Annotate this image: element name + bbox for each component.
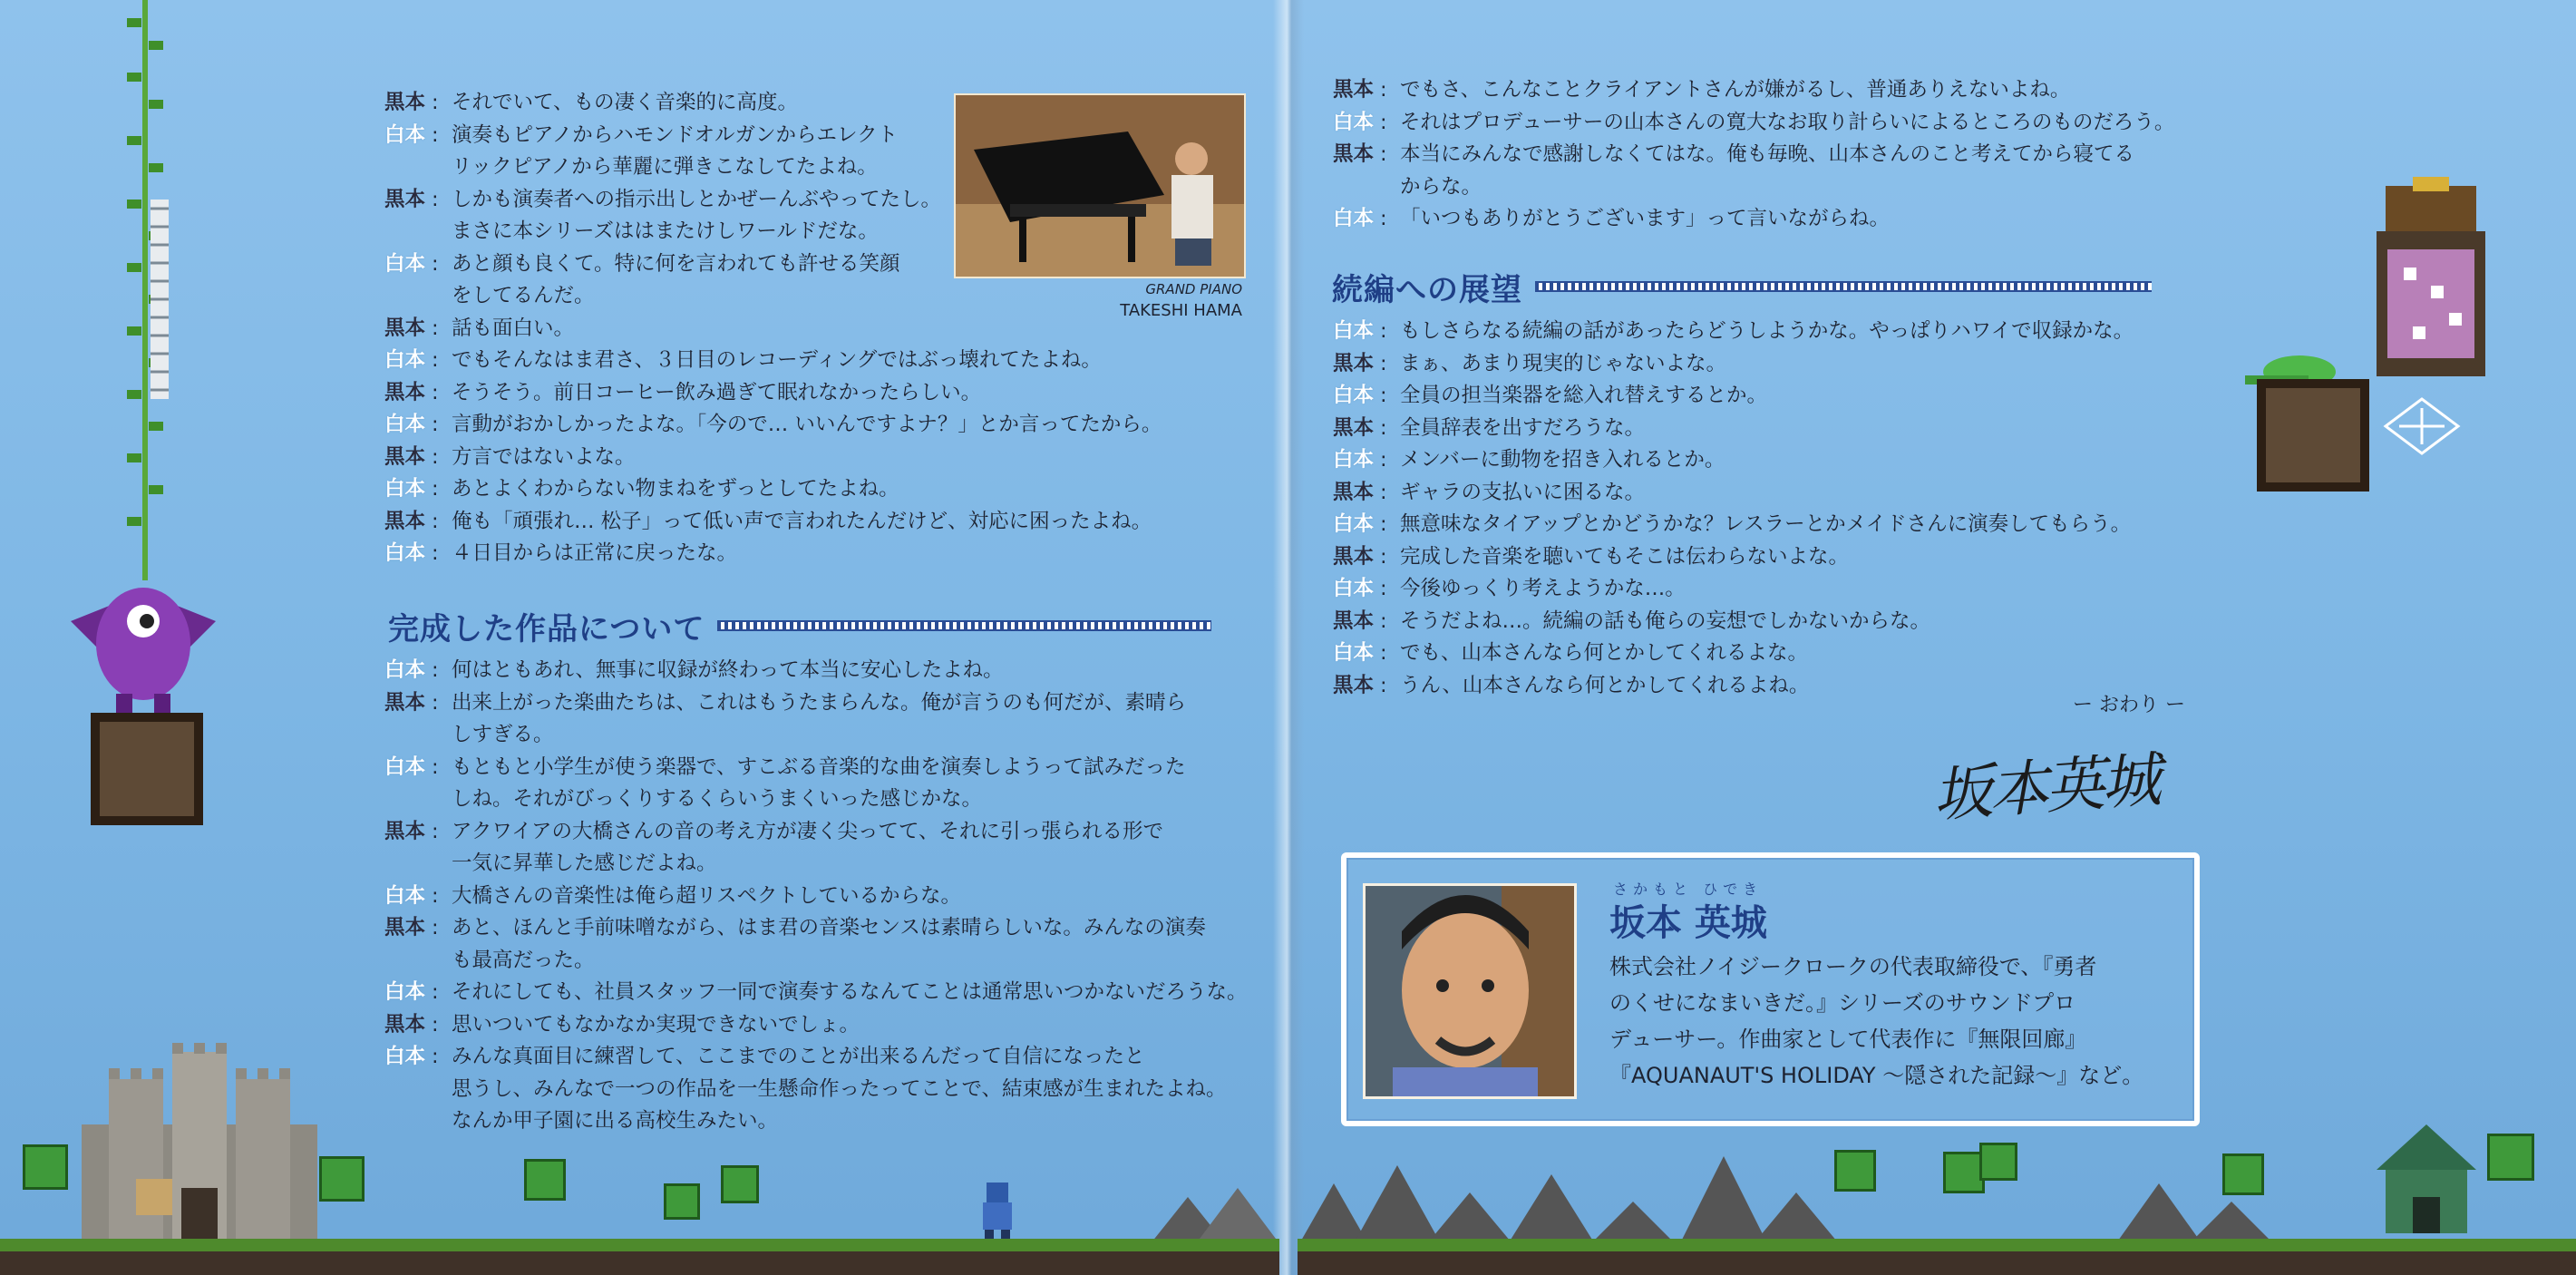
- profile-furigana: さかもと ひでき: [1613, 881, 1764, 898]
- photo-caption-name: TAKESHI HAMA: [1120, 301, 1242, 320]
- knight-icon: [970, 1179, 1025, 1242]
- speaker-label: 黒本: [1333, 78, 1375, 102]
- speaker-label: 白本: [1333, 641, 1375, 665]
- speaker-label: 黒本: [384, 380, 426, 404]
- dialog-line: 黒本 : うん、山本さんなら何とかしてくれるよね。: [1333, 670, 2134, 703]
- speaker-label: 黒本: [1333, 673, 1375, 697]
- profile-photo: [1363, 883, 1577, 1099]
- speaker-label: 白本: [384, 251, 426, 276]
- dialog-text: それにしても、社員スタッフ一同で演奏するなんてことは通常思いつかないだろうな。: [452, 980, 1248, 1004]
- dialog-text: 方言ではないよな。: [452, 444, 636, 469]
- speaker-label: 黒本: [384, 690, 426, 715]
- dialog-line: [1333, 171, 2174, 204]
- dialog-text: をしてるんだ。: [452, 284, 595, 307]
- dialog-line: 白本 : ４日目からは正常に戻ったな。: [384, 538, 1162, 570]
- speaker-label: 白本: [384, 980, 426, 1004]
- speaker-label: 黒本: [1333, 480, 1375, 504]
- profile-bio-line: のくせになまいきだ。』シリーズのサウンドプロ: [1609, 990, 2076, 1016]
- tree-icon: [2487, 1134, 2534, 1181]
- dialog-line: [384, 1105, 1248, 1138]
- dialog-text: あと顔も良くて。特に何を言われても許せる笑顔: [452, 251, 900, 276]
- speaker-label: 白本: [1333, 577, 1375, 600]
- dialog-text: 今後ゆっくり考えようかな…。: [1400, 577, 1686, 600]
- castle-icon: [63, 1043, 335, 1242]
- dialog-line: 黒本 : そうそう。前日コーヒー飲み過ぎて眠れなかったらしい。: [384, 377, 1162, 410]
- dialog-line: 黒本 : 話も面白い。: [384, 313, 1162, 346]
- dialog-line: 白本 : 何はともあれ、無事に収録が終わって本当に安心したよね。: [384, 655, 1248, 687]
- speaker-label: 黒本: [384, 187, 426, 211]
- speaker-label: 黒本: [384, 91, 426, 114]
- dialog-text: も最高だった。: [452, 948, 595, 972]
- dialog-text: まぁ、あまり現実的じゃないよな。: [1400, 351, 1727, 375]
- ground-strip: [0, 1239, 1279, 1275]
- speaker-label: 白本: [384, 348, 426, 372]
- dialog-line: 白本 : メンバーに動物を招き入れるとか。: [1333, 444, 2134, 477]
- dialog-text: しかも演奏者への指示出しとかぜーんぶやってたし。: [452, 187, 942, 211]
- dialog-text: 俺も「頑張れ… 松子」って低い声で言われたんだけど、対応に困ったよね。: [452, 509, 1152, 533]
- purple-monster-icon: [62, 567, 225, 721]
- dialog-text: それはプロデューサーの山本さんの寛大なお取り計らいによるところのものだろう。: [1400, 110, 2175, 134]
- dialog-line: 白本 : あと顔も良くて。特に何を言われても許せる笑顔: [384, 248, 1162, 281]
- dialog-text: メンバーに動物を招き入れるとか。: [1400, 448, 1725, 472]
- speaker-label: [384, 719, 432, 752]
- speaker-label: 白本: [1333, 207, 1375, 230]
- treasure-chest-icon: [2367, 177, 2494, 385]
- speaker-label: 黒本: [1333, 544, 1375, 569]
- dialog-text: もしさらなる続編の話があったらどうしようかな。やっぱりハワイで収録かな。: [1400, 319, 2134, 343]
- tree-icon: [721, 1165, 759, 1203]
- section-heading: [388, 604, 1211, 647]
- section-heading: [1332, 265, 2152, 308]
- tree-icon: [2222, 1153, 2264, 1195]
- right-page: [1298, 0, 2576, 1275]
- dialog-text: 出来上がった楽曲たちは、これはもうたまらんな。俺が言うのも何だが、素晴ら: [452, 690, 1187, 715]
- speaker-label: [1333, 171, 1380, 204]
- dialog-line: 白本 : 全員の担当楽器を総入れ替えするとか。: [1333, 380, 2134, 413]
- dialog-text: 思うし、みんなで一つの作品を一生懸命作ったってことで、結束感が生まれたよね。: [452, 1076, 1227, 1101]
- speaker-label: 黒本: [1333, 142, 1375, 166]
- speaker-label: 白本: [384, 122, 426, 147]
- speaker-label: [384, 848, 432, 881]
- dialog-text: アクワイアの大橋さんの音の考え方が凄く尖ってて、それに引っ張られる形で: [452, 819, 1164, 843]
- dialog-text: そうそう。前日コーヒー飲み過ぎて眠れなかったらしい。: [452, 380, 982, 404]
- tree-icon: [1834, 1150, 1876, 1192]
- dialog-line: 黒本 : アクワイアの大橋さんの音の考え方が凄く尖ってて、それに引っ張られる形で: [384, 816, 1248, 849]
- dialog-text: リックピアノから華麗に弾きこなしてたよね。: [452, 155, 878, 179]
- speaker-label: 白本: [1333, 319, 1375, 343]
- tree-icon: [319, 1156, 365, 1202]
- speaker-label: [384, 280, 432, 313]
- dialog-line: 白本 : 演奏もピアノからハモンドオルガンからエレクト: [384, 120, 1162, 152]
- dialog-text: しすぎる。: [452, 723, 554, 746]
- speaker-label: 白本: [384, 658, 426, 682]
- dialog-text: 完成した音楽を聴いてもそこは伝わらないよな。: [1400, 544, 1850, 569]
- dialog-line: 黒本 : それでいて、もの凄く音楽的に高度。: [384, 87, 1162, 120]
- speaker-label: 黒本: [384, 819, 426, 843]
- speaker-label: 黒本: [384, 509, 426, 533]
- closing-text: ー おわり ー: [2073, 694, 2185, 716]
- speaker-label: 白本: [384, 883, 426, 908]
- dialog-line: 白本 : 大橋さんの音楽性は俺ら超リスペクトしているからな。: [384, 881, 1248, 913]
- tree-icon: [664, 1183, 700, 1220]
- dialog-line: [384, 848, 1248, 881]
- piano-illustration-icon: [956, 95, 1244, 277]
- grand-piano-photo: [954, 93, 1246, 278]
- speaker-label: [384, 1074, 432, 1106]
- dialog-line: 白本 : もともと小学生が使う楽器で、すこぶる音楽的な曲を演奏しようって試みだった: [384, 752, 1248, 784]
- dialog-line: 黒本 : 方言ではないよな。: [384, 442, 1162, 474]
- dialog-line: 白本 : それはプロデューサーの山本さんの寛大なお取り計らいによるところのものだろう。: [1333, 107, 2174, 140]
- dialog-text: 「いつもありがとうございます」って言いながらね。: [1400, 207, 1891, 230]
- dialog-text: 一気に昇華した感じだよね。: [452, 852, 717, 875]
- mountain-icon: [1152, 1179, 1278, 1242]
- dialog-line: [384, 945, 1248, 978]
- crate-icon: [2257, 379, 2369, 492]
- speaker-label: 白本: [384, 413, 426, 436]
- speaker-label: 黒本: [384, 1012, 426, 1037]
- dialog-line: 黒本 : 全員辞表を出すだろうな。: [1333, 413, 2134, 445]
- dialog-line: 白本 : でもそんなはま君さ、３日目のレコーディングではぶっ壊れてたよね。: [384, 345, 1162, 377]
- profile-bio-line: デューサー。作曲家として代表作に『無限回廊』: [1609, 1027, 2087, 1052]
- dialog-text: 思いついてもなかなか実現できないでしょ。: [452, 1012, 860, 1037]
- speaker-label: 黒本: [1333, 415, 1375, 440]
- speaker-label: [384, 783, 432, 816]
- dialog-line: 白本 : でも、山本さんなら何とかしてくれるよな。: [1333, 638, 2134, 670]
- dialog-text: ４日目からは正常に戻ったな。: [452, 541, 738, 565]
- speaker-label: 黒本: [384, 444, 426, 469]
- speaker-label: 白本: [1333, 384, 1375, 407]
- dialog-text: 全員辞表を出すだろうな。: [1400, 415, 1646, 440]
- profile-card: [1341, 852, 2200, 1126]
- dialog-line: 黒本 : まぁ、あまり現実的じゃないよな。: [1333, 348, 2134, 381]
- dialog-line: 白本 : あとよくわからない物まねをずっとしてたよね。: [384, 473, 1162, 506]
- dialog-text: あと、ほんと手前味噌ながら、はま君の音楽センスは素晴らしいな。みんなの演奏: [452, 916, 1206, 939]
- dialog-line: 白本 : もしさらなる続編の話があったらどうしようかな。やっぱりハワイで収録かな。: [1333, 316, 2134, 348]
- person-portrait-icon: [1366, 886, 1574, 1096]
- dialog-text: それでいて、もの凄く音楽的に高度。: [452, 91, 799, 114]
- dialog-line: 黒本 : 俺も「頑張れ… 松子」って低い声で言われたんだけど、対応に困ったよね。: [384, 506, 1162, 539]
- dialog-line: 白本 : 今後ゆっくり考えようかな…。: [1333, 573, 2134, 606]
- ground-strip: [1298, 1239, 2576, 1275]
- speaker-label: [384, 216, 432, 248]
- section-rule: [717, 620, 1211, 631]
- left-page: [0, 0, 1279, 1275]
- dialog-text: でも、山本さんなら何とかしてくれるよな。: [1400, 641, 1809, 665]
- profile-bio: [1609, 949, 2143, 1094]
- profile-bio-line: 『AQUANAUT'S HOLIDAY ～隠された記録～』など。: [1609, 1063, 2144, 1088]
- profile-bio-line: 株式会社ノイジークロークの代表取締役で、『勇者: [1609, 954, 2097, 979]
- dialog-block-bottom-right: [1333, 316, 2134, 702]
- dialog-line: 黒本 : 出来上がった楽曲たちは、これはもうたまらんな。俺が言うのも何だが、素晴ら: [384, 687, 1248, 720]
- dialog-line: 黒本 : 完成した音楽を聴いてもそこは伝わらないよな。: [1333, 541, 2134, 574]
- dialog-text: うん、山本さんなら何とかしてくれるよね。: [1400, 673, 1810, 697]
- section-rule: [1535, 281, 2152, 292]
- dialog-text: 演奏もピアノからハモンドオルガンからエレクト: [452, 122, 899, 147]
- dialog-line: 黒本 : ギャラの支払いに困るな。: [1333, 477, 2134, 510]
- dialog-text: 全員の担当楽器を総入れ替えするとか。: [1400, 384, 1768, 407]
- dialog-line: 白本 : みんな真面目に練習して、ここまでのことが出来るんだって自信になったと: [384, 1041, 1248, 1074]
- dialog-line: 白本 : 「いつもありがとうございます」って言いながらね。: [1333, 203, 2174, 236]
- profile-name: 坂本 英城: [1609, 902, 1767, 944]
- photo-caption-title: GRAND PIANO: [1145, 281, 1242, 297]
- speaker-label: 白本: [384, 541, 426, 565]
- section-title: 完成した作品について: [388, 610, 705, 647]
- dialog-text: まさに本シリーズははまたけしワールドだな。: [452, 219, 879, 243]
- dialog-line: 黒本 : しかも演奏者への指示出しとかぜーんぶやってたし。: [384, 184, 1162, 217]
- dialog-line: 白本 : 無意味なタイアップとかどうかな？レスラーとかメイドさんに演奏してもらう。: [1333, 509, 2134, 541]
- dialog-line: [384, 783, 1248, 816]
- speaker-label: [384, 945, 432, 978]
- signature: 坂本英城: [1930, 745, 2160, 831]
- speaker-label: 白本: [384, 754, 426, 779]
- crate-icon: [91, 713, 203, 825]
- tree-icon: [23, 1144, 68, 1190]
- dialog-text: 無意味なタイアップとかどうかな？レスラーとかメイドさんに演奏してもらう。: [1400, 512, 2132, 536]
- dialog-line: 黒本 : でもさ、こんなことクライアントさんが嫌がるし、普通ありえないよね。: [1333, 74, 2174, 107]
- dialog-text: からな。: [1400, 174, 1482, 199]
- speaker-label: 白本: [1333, 512, 1375, 536]
- section-title: 続編への展望: [1332, 271, 1522, 308]
- spring-icon: [145, 200, 174, 399]
- speaker-label: 黒本: [384, 916, 426, 939]
- dialog-line: 白本 : それにしても、社員スタッフ一同で演奏するなんてことは通常思いつかないだろうな。: [384, 977, 1248, 1009]
- speaker-label: 白本: [384, 477, 426, 501]
- speaker-label: 白本: [1333, 110, 1375, 134]
- dialog-line: 黒本 : あと、ほんと手前味噌ながら、はま君の音楽センスは素晴らしいな。みんなの演奏: [384, 912, 1248, 945]
- dialog-text: しね。それがびっくりするくらいうまくいった感じかな。: [452, 787, 983, 811]
- cottage-icon: [2367, 1115, 2485, 1233]
- dialog-text: ギャラの支払いに困るな。: [1400, 480, 1646, 504]
- dialog-text: 言動がおかしかったよな。「今ので… いいんですよナ？」とか言ってたから。: [452, 413, 1162, 436]
- dialog-block-top-right: [1333, 74, 2174, 236]
- dialog-text: もともと小学生が使う楽器で、すこぶる音楽的な曲を演奏しようって試みだった: [452, 754, 1186, 779]
- dialog-text: 何はともあれ、無事に収録が終わって本当に安心したよね。: [452, 658, 1004, 682]
- dialog-line: [384, 1074, 1248, 1106]
- speaker-label: [384, 151, 432, 184]
- dialog-line: 黒本 : 本当にみんなで感謝しなくてはな。俺も毎晩、山本さんのこと考えてから寝てる: [1333, 139, 2174, 171]
- dialog-text: みんな真面目に練習して、ここまでのことが出来るんだって自信になったと: [452, 1045, 1145, 1068]
- dialog-text: なんか甲子園に出る高校生みたい。: [452, 1109, 779, 1133]
- dialog-line: 黒本 : 思いついてもなかなか実現できないでしょ。: [384, 1009, 1248, 1042]
- dialog-text: でもさ、こんなことクライアントさんが嫌がるし、普通ありえないよね。: [1400, 78, 2071, 102]
- speaker-label: 白本: [1333, 448, 1375, 472]
- speaker-label: [384, 1105, 432, 1138]
- dialog-text: あとよくわからない物まねをずっとしてたよね。: [452, 477, 899, 501]
- dialog-block-bottom-left: [384, 655, 1248, 1138]
- speaker-label: 黒本: [1333, 351, 1375, 375]
- sparkle-icon: [2381, 390, 2463, 462]
- speaker-label: 黒本: [1333, 608, 1375, 633]
- dialog-text: 本当にみんなで感謝しなくてはな。俺も毎晩、山本さんのこと考えてから寝てる: [1400, 142, 2135, 166]
- dialog-line: 白本 : 言動がおかしかったよな。「今ので… いいんですよナ？」とか言ってたから。: [384, 409, 1162, 442]
- dialog-text: そうだよね…。続編の話も俺らの妄想でしかないからな。: [1400, 608, 1931, 633]
- dialog-text: 話も面白い。: [452, 316, 575, 340]
- dialog-text: でもそんなはま君さ、３日目のレコーディングではぶっ壊れてたよね。: [452, 348, 1102, 372]
- dialog-line: [384, 719, 1248, 752]
- tree-icon: [524, 1159, 566, 1201]
- speaker-label: 白本: [384, 1045, 426, 1068]
- dialog-line: 黒本 : そうだよね…。続編の話も俺らの妄想でしかないからな。: [1333, 606, 2134, 638]
- tree-icon: [1979, 1143, 2017, 1181]
- dialog-text: 大橋さんの音楽性は俺ら超リスペクトしているからな。: [452, 883, 962, 908]
- speaker-label: 黒本: [384, 316, 426, 340]
